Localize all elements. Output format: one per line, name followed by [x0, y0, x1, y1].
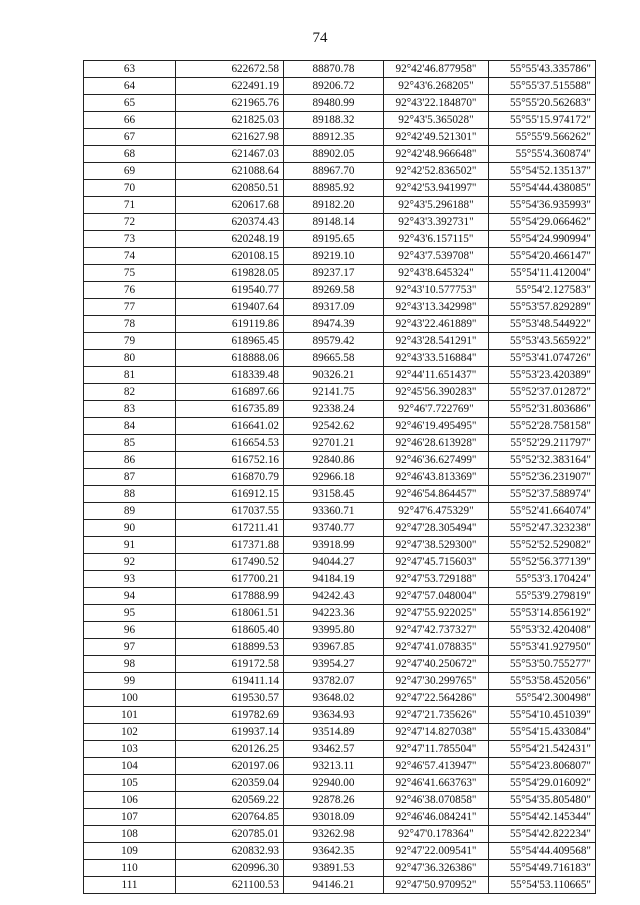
y-coordinate-cell: 93018.09: [284, 809, 384, 826]
point-number-cell: 69: [84, 163, 176, 180]
table-row: [84, 707, 596, 724]
y-coordinate-cell: 89188.32: [284, 112, 384, 129]
point-number-cell: 71: [84, 197, 176, 214]
longitude-cell: 92°47'53.729188": [384, 571, 489, 588]
y-coordinate-cell: 93158.45: [284, 486, 384, 503]
y-coordinate-cell: 92878.26: [284, 792, 384, 809]
latitude-cell: 55°54'44.409568": [489, 843, 596, 860]
table-row: [84, 248, 596, 265]
x-coordinate-cell: 619937.14: [176, 724, 284, 741]
latitude-cell: 55°54'52.135137": [489, 163, 596, 180]
point-number-cell: 74: [84, 248, 176, 265]
latitude-cell: 55°55'37.515588": [489, 78, 596, 95]
latitude-cell: 55°53'23.420389": [489, 367, 596, 384]
latitude-cell: 55°55'9.566262": [489, 129, 596, 146]
point-number-cell: 101: [84, 707, 176, 724]
point-number-cell: 93: [84, 571, 176, 588]
latitude-cell: 55°54'42.822234": [489, 826, 596, 843]
longitude-cell: 92°42'52.836502": [384, 163, 489, 180]
table-row: [84, 418, 596, 435]
point-number-cell: 91: [84, 537, 176, 554]
latitude-cell: 55°53'58.452056": [489, 673, 596, 690]
latitude-cell: 55°52'32.383164": [489, 452, 596, 469]
x-coordinate-cell: 620850.51: [176, 180, 284, 197]
table-row: [84, 775, 596, 792]
latitude-cell: 55°54'2.300498": [489, 690, 596, 707]
page-number: 74: [312, 30, 328, 46]
table-row: [84, 299, 596, 316]
table-row: [84, 78, 596, 95]
latitude-cell: 55°54'24.990994": [489, 231, 596, 248]
latitude-cell: 55°53'41.927950": [489, 639, 596, 656]
longitude-cell: 92°43'13.342998": [384, 299, 489, 316]
y-coordinate-cell: 94146.21: [284, 877, 384, 894]
y-coordinate-cell: 93995.80: [284, 622, 384, 639]
longitude-cell: 92°43'22.184870": [384, 95, 489, 112]
y-coordinate-cell: 93967.85: [284, 639, 384, 656]
table-row: [84, 401, 596, 418]
point-number-cell: 100: [84, 690, 176, 707]
longitude-cell: 92°46'54.864457": [384, 486, 489, 503]
latitude-cell: 55°52'56.377139": [489, 554, 596, 571]
longitude-cell: 92°47'11.785504": [384, 741, 489, 758]
x-coordinate-cell: 616752.16: [176, 452, 284, 469]
table-row: [84, 197, 596, 214]
longitude-cell: 92°43'33.516884": [384, 350, 489, 367]
table-row: [84, 656, 596, 673]
y-coordinate-cell: 89579.42: [284, 333, 384, 350]
latitude-cell: 55°55'43.335786": [489, 61, 596, 78]
latitude-cell: 55°52'41.664074": [489, 503, 596, 520]
longitude-cell: 92°43'6.268205": [384, 78, 489, 95]
point-number-cell: 72: [84, 214, 176, 231]
latitude-cell: 55°54'49.716183": [489, 860, 596, 877]
x-coordinate-cell: 619782.69: [176, 707, 284, 724]
table-row: [84, 231, 596, 248]
table-row: [84, 758, 596, 775]
table-row: [84, 112, 596, 129]
y-coordinate-cell: 92338.24: [284, 401, 384, 418]
point-number-cell: 105: [84, 775, 176, 792]
coordinates-table: [83, 60, 596, 894]
x-coordinate-cell: 618965.45: [176, 333, 284, 350]
longitude-cell: 92°47'45.715603": [384, 554, 489, 571]
longitude-cell: 92°43'6.157115": [384, 231, 489, 248]
table-row: [84, 588, 596, 605]
y-coordinate-cell: 94184.19: [284, 571, 384, 588]
latitude-cell: 55°52'36.231907": [489, 469, 596, 486]
longitude-cell: 92°46'46.084241": [384, 809, 489, 826]
table-row: [84, 826, 596, 843]
point-number-cell: 104: [84, 758, 176, 775]
x-coordinate-cell: 619828.05: [176, 265, 284, 282]
longitude-cell: 92°43'3.392731": [384, 214, 489, 231]
y-coordinate-cell: 89148.14: [284, 214, 384, 231]
x-coordinate-cell: 617371.88: [176, 537, 284, 554]
point-number-cell: 85: [84, 435, 176, 452]
latitude-cell: 55°53'32.420408": [489, 622, 596, 639]
longitude-cell: 92°45'56.390283": [384, 384, 489, 401]
y-coordinate-cell: 89317.09: [284, 299, 384, 316]
x-coordinate-cell: 617211.41: [176, 520, 284, 537]
table-row: [84, 265, 596, 282]
point-number-cell: 109: [84, 843, 176, 860]
x-coordinate-cell: 618899.53: [176, 639, 284, 656]
y-coordinate-cell: 88967.70: [284, 163, 384, 180]
point-number-cell: 102: [84, 724, 176, 741]
x-coordinate-cell: 621100.53: [176, 877, 284, 894]
y-coordinate-cell: 89237.17: [284, 265, 384, 282]
y-coordinate-cell: 88985.92: [284, 180, 384, 197]
y-coordinate-cell: 88912.35: [284, 129, 384, 146]
y-coordinate-cell: 88902.05: [284, 146, 384, 163]
y-coordinate-cell: 92940.00: [284, 775, 384, 792]
x-coordinate-cell: 616641.02: [176, 418, 284, 435]
longitude-cell: 92°47'14.827038": [384, 724, 489, 741]
table-row: [84, 503, 596, 520]
longitude-cell: 92°47'22.564286": [384, 690, 489, 707]
y-coordinate-cell: 89269.58: [284, 282, 384, 299]
longitude-cell: 92°42'48.966648": [384, 146, 489, 163]
table-row: [84, 741, 596, 758]
point-number-cell: 92: [84, 554, 176, 571]
point-number-cell: 79: [84, 333, 176, 350]
x-coordinate-cell: 622491.19: [176, 78, 284, 95]
table-row: [84, 316, 596, 333]
y-coordinate-cell: 93514.89: [284, 724, 384, 741]
point-number-cell: 107: [84, 809, 176, 826]
x-coordinate-cell: 621825.03: [176, 112, 284, 129]
point-number-cell: 86: [84, 452, 176, 469]
y-coordinate-cell: 89182.20: [284, 197, 384, 214]
point-number-cell: 108: [84, 826, 176, 843]
table-row: [84, 792, 596, 809]
x-coordinate-cell: 620996.30: [176, 860, 284, 877]
y-coordinate-cell: 88870.78: [284, 61, 384, 78]
latitude-cell: 55°54'35.805480": [489, 792, 596, 809]
table-row: [84, 605, 596, 622]
x-coordinate-cell: 620569.22: [176, 792, 284, 809]
table-row: [84, 282, 596, 299]
latitude-cell: 55°52'28.758158": [489, 418, 596, 435]
point-number-cell: 94: [84, 588, 176, 605]
longitude-cell: 92°47'55.922025": [384, 605, 489, 622]
point-number-cell: 80: [84, 350, 176, 367]
point-number-cell: 106: [84, 792, 176, 809]
x-coordinate-cell: 621467.03: [176, 146, 284, 163]
table-row: [84, 214, 596, 231]
table-row: [84, 809, 596, 826]
point-number-cell: 70: [84, 180, 176, 197]
x-coordinate-cell: 619540.77: [176, 282, 284, 299]
x-coordinate-cell: 620197.06: [176, 758, 284, 775]
longitude-cell: 92°47'0.178364": [384, 826, 489, 843]
y-coordinate-cell: 92701.21: [284, 435, 384, 452]
latitude-cell: 55°54'2.127583": [489, 282, 596, 299]
longitude-cell: 92°47'42.737327": [384, 622, 489, 639]
y-coordinate-cell: 93918.99: [284, 537, 384, 554]
point-number-cell: 90: [84, 520, 176, 537]
x-coordinate-cell: 617037.55: [176, 503, 284, 520]
longitude-cell: 92°42'46.877958": [384, 61, 489, 78]
longitude-cell: 92°47'30.299765": [384, 673, 489, 690]
latitude-cell: 55°53'9.279819": [489, 588, 596, 605]
point-number-cell: 73: [84, 231, 176, 248]
x-coordinate-cell: 620126.25: [176, 741, 284, 758]
longitude-cell: 92°43'10.577753": [384, 282, 489, 299]
x-coordinate-cell: 617490.52: [176, 554, 284, 571]
point-number-cell: 110: [84, 860, 176, 877]
longitude-cell: 92°47'21.735626": [384, 707, 489, 724]
latitude-cell: 55°54'20.466147": [489, 248, 596, 265]
longitude-cell: 92°43'22.461889": [384, 316, 489, 333]
y-coordinate-cell: 93634.93: [284, 707, 384, 724]
latitude-cell: 55°54'10.451039": [489, 707, 596, 724]
point-number-cell: 111: [84, 877, 176, 894]
table-row: [84, 571, 596, 588]
latitude-cell: 55°54'29.016092": [489, 775, 596, 792]
latitude-cell: 55°54'23.806807": [489, 758, 596, 775]
latitude-cell: 55°52'52.529082": [489, 537, 596, 554]
longitude-cell: 92°47'40.250672": [384, 656, 489, 673]
latitude-cell: 55°53'43.565922": [489, 333, 596, 350]
y-coordinate-cell: 93782.07: [284, 673, 384, 690]
x-coordinate-cell: 618605.40: [176, 622, 284, 639]
table-row: [84, 639, 596, 656]
y-coordinate-cell: 92542.62: [284, 418, 384, 435]
y-coordinate-cell: 93462.57: [284, 741, 384, 758]
x-coordinate-cell: 617888.99: [176, 588, 284, 605]
point-number-cell: 103: [84, 741, 176, 758]
x-coordinate-cell: 620617.68: [176, 197, 284, 214]
latitude-cell: 55°53'14.856192": [489, 605, 596, 622]
latitude-cell: 55°52'37.588974": [489, 486, 596, 503]
latitude-cell: 55°53'57.829289": [489, 299, 596, 316]
x-coordinate-cell: 621965.76: [176, 95, 284, 112]
latitude-cell: 55°52'29.211797": [489, 435, 596, 452]
latitude-cell: 55°54'42.145344": [489, 809, 596, 826]
table-row: [84, 61, 596, 78]
x-coordinate-cell: 616654.53: [176, 435, 284, 452]
x-coordinate-cell: 617700.21: [176, 571, 284, 588]
point-number-cell: 63: [84, 61, 176, 78]
table-row: [84, 622, 596, 639]
x-coordinate-cell: 620359.04: [176, 775, 284, 792]
point-number-cell: 68: [84, 146, 176, 163]
point-number-cell: 75: [84, 265, 176, 282]
point-number-cell: 99: [84, 673, 176, 690]
y-coordinate-cell: 89665.58: [284, 350, 384, 367]
longitude-cell: 92°46'41.663763": [384, 775, 489, 792]
latitude-cell: 55°54'11.412004": [489, 265, 596, 282]
y-coordinate-cell: 93891.53: [284, 860, 384, 877]
y-coordinate-cell: 93954.27: [284, 656, 384, 673]
y-coordinate-cell: 92966.18: [284, 469, 384, 486]
x-coordinate-cell: 616912.15: [176, 486, 284, 503]
latitude-cell: 55°53'41.074726": [489, 350, 596, 367]
longitude-cell: 92°43'7.539708": [384, 248, 489, 265]
longitude-cell: 92°44'11.651437": [384, 367, 489, 384]
table-row: [84, 129, 596, 146]
longitude-cell: 92°46'19.495495": [384, 418, 489, 435]
latitude-cell: 55°54'21.542431": [489, 741, 596, 758]
longitude-cell: 92°43'28.541291": [384, 333, 489, 350]
table-row: [84, 350, 596, 367]
point-number-cell: 64: [84, 78, 176, 95]
longitude-cell: 92°42'49.521301": [384, 129, 489, 146]
y-coordinate-cell: 94242.43: [284, 588, 384, 605]
y-coordinate-cell: 94223.36: [284, 605, 384, 622]
point-number-cell: 88: [84, 486, 176, 503]
latitude-cell: 55°54'15.433084": [489, 724, 596, 741]
y-coordinate-cell: 92840.86: [284, 452, 384, 469]
x-coordinate-cell: 620374.43: [176, 214, 284, 231]
latitude-cell: 55°54'29.066462": [489, 214, 596, 231]
longitude-cell: 92°43'5.296188": [384, 197, 489, 214]
table-row: [84, 843, 596, 860]
longitude-cell: 92°46'38.070858": [384, 792, 489, 809]
y-coordinate-cell: 93360.71: [284, 503, 384, 520]
latitude-cell: 55°53'3.170424": [489, 571, 596, 588]
latitude-cell: 55°52'47.323238": [489, 520, 596, 537]
x-coordinate-cell: 616897.66: [176, 384, 284, 401]
longitude-cell: 92°47'57.048004": [384, 588, 489, 605]
latitude-cell: 55°55'20.562683": [489, 95, 596, 112]
x-coordinate-cell: 620108.15: [176, 248, 284, 265]
table-row: [84, 435, 596, 452]
y-coordinate-cell: 89195.65: [284, 231, 384, 248]
point-number-cell: 87: [84, 469, 176, 486]
table-row: [84, 724, 596, 741]
longitude-cell: 92°42'53.941997": [384, 180, 489, 197]
table-row: [84, 452, 596, 469]
point-number-cell: 96: [84, 622, 176, 639]
y-coordinate-cell: 90326.21: [284, 367, 384, 384]
latitude-cell: 55°55'4.360874": [489, 146, 596, 163]
longitude-cell: 92°46'36.627499": [384, 452, 489, 469]
x-coordinate-cell: 619530.57: [176, 690, 284, 707]
y-coordinate-cell: 92141.75: [284, 384, 384, 401]
x-coordinate-cell: 620764.85: [176, 809, 284, 826]
y-coordinate-cell: 89219.10: [284, 248, 384, 265]
table-row: [84, 690, 596, 707]
latitude-cell: 55°52'31.803686": [489, 401, 596, 418]
longitude-cell: 92°46'43.813369": [384, 469, 489, 486]
table-row: [84, 486, 596, 503]
table-row: [84, 384, 596, 401]
point-number-cell: 95: [84, 605, 176, 622]
latitude-cell: 55°54'44.438085": [489, 180, 596, 197]
table-row: [84, 520, 596, 537]
x-coordinate-cell: 618061.51: [176, 605, 284, 622]
x-coordinate-cell: 621088.64: [176, 163, 284, 180]
x-coordinate-cell: 618888.06: [176, 350, 284, 367]
table-row: [84, 95, 596, 112]
longitude-cell: 92°47'38.529300": [384, 537, 489, 554]
table-row: [84, 860, 596, 877]
y-coordinate-cell: 89206.72: [284, 78, 384, 95]
y-coordinate-cell: 93642.35: [284, 843, 384, 860]
longitude-cell: 92°47'36.326386": [384, 860, 489, 877]
latitude-cell: 55°52'37.012872": [489, 384, 596, 401]
y-coordinate-cell: 89480.99: [284, 95, 384, 112]
table-row: [84, 333, 596, 350]
point-number-cell: 98: [84, 656, 176, 673]
latitude-cell: 55°53'48.544922": [489, 316, 596, 333]
longitude-cell: 92°46'28.613928": [384, 435, 489, 452]
x-coordinate-cell: 618339.48: [176, 367, 284, 384]
latitude-cell: 55°54'53.110665": [489, 877, 596, 894]
x-coordinate-cell: 621627.98: [176, 129, 284, 146]
x-coordinate-cell: 620832.93: [176, 843, 284, 860]
table-row: [84, 673, 596, 690]
longitude-cell: 92°47'28.305494": [384, 520, 489, 537]
point-number-cell: 65: [84, 95, 176, 112]
y-coordinate-cell: 94044.27: [284, 554, 384, 571]
x-coordinate-cell: 619411.14: [176, 673, 284, 690]
latitude-cell: 55°53'50.755277": [489, 656, 596, 673]
x-coordinate-cell: 622672.58: [176, 61, 284, 78]
point-number-cell: 77: [84, 299, 176, 316]
table-row: [84, 554, 596, 571]
point-number-cell: 84: [84, 418, 176, 435]
x-coordinate-cell: 616870.79: [176, 469, 284, 486]
x-coordinate-cell: 616735.89: [176, 401, 284, 418]
table-row: [84, 469, 596, 486]
y-coordinate-cell: 93213.11: [284, 758, 384, 775]
point-number-cell: 83: [84, 401, 176, 418]
table-row: [84, 180, 596, 197]
table-row: [84, 163, 596, 180]
longitude-cell: 92°47'22.009541": [384, 843, 489, 860]
y-coordinate-cell: 93648.02: [284, 690, 384, 707]
longitude-cell: 92°43'5.365028": [384, 112, 489, 129]
table-row: [84, 146, 596, 163]
x-coordinate-cell: 620248.19: [176, 231, 284, 248]
y-coordinate-cell: 89474.39: [284, 316, 384, 333]
longitude-cell: 92°46'7.722769": [384, 401, 489, 418]
point-number-cell: 82: [84, 384, 176, 401]
latitude-cell: 55°54'36.935993": [489, 197, 596, 214]
point-number-cell: 66: [84, 112, 176, 129]
x-coordinate-cell: 619119.86: [176, 316, 284, 333]
point-number-cell: 78: [84, 316, 176, 333]
x-coordinate-cell: 620785.01: [176, 826, 284, 843]
longitude-cell: 92°46'57.413947": [384, 758, 489, 775]
latitude-cell: 55°55'15.974172": [489, 112, 596, 129]
x-coordinate-cell: 619172.58: [176, 656, 284, 673]
x-coordinate-cell: 619407.64: [176, 299, 284, 316]
coordinates-table-body: [84, 61, 596, 894]
longitude-cell: 92°47'41.078835": [384, 639, 489, 656]
y-coordinate-cell: 93740.77: [284, 520, 384, 537]
point-number-cell: 67: [84, 129, 176, 146]
longitude-cell: 92°47'6.475329": [384, 503, 489, 520]
y-coordinate-cell: 93262.98: [284, 826, 384, 843]
table-row: [84, 877, 596, 894]
point-number-cell: 81: [84, 367, 176, 384]
point-number-cell: 89: [84, 503, 176, 520]
table-row: [84, 367, 596, 384]
longitude-cell: 92°43'8.645324": [384, 265, 489, 282]
point-number-cell: 76: [84, 282, 176, 299]
point-number-cell: 97: [84, 639, 176, 656]
longitude-cell: 92°47'50.970952": [384, 877, 489, 894]
table-row: [84, 537, 596, 554]
